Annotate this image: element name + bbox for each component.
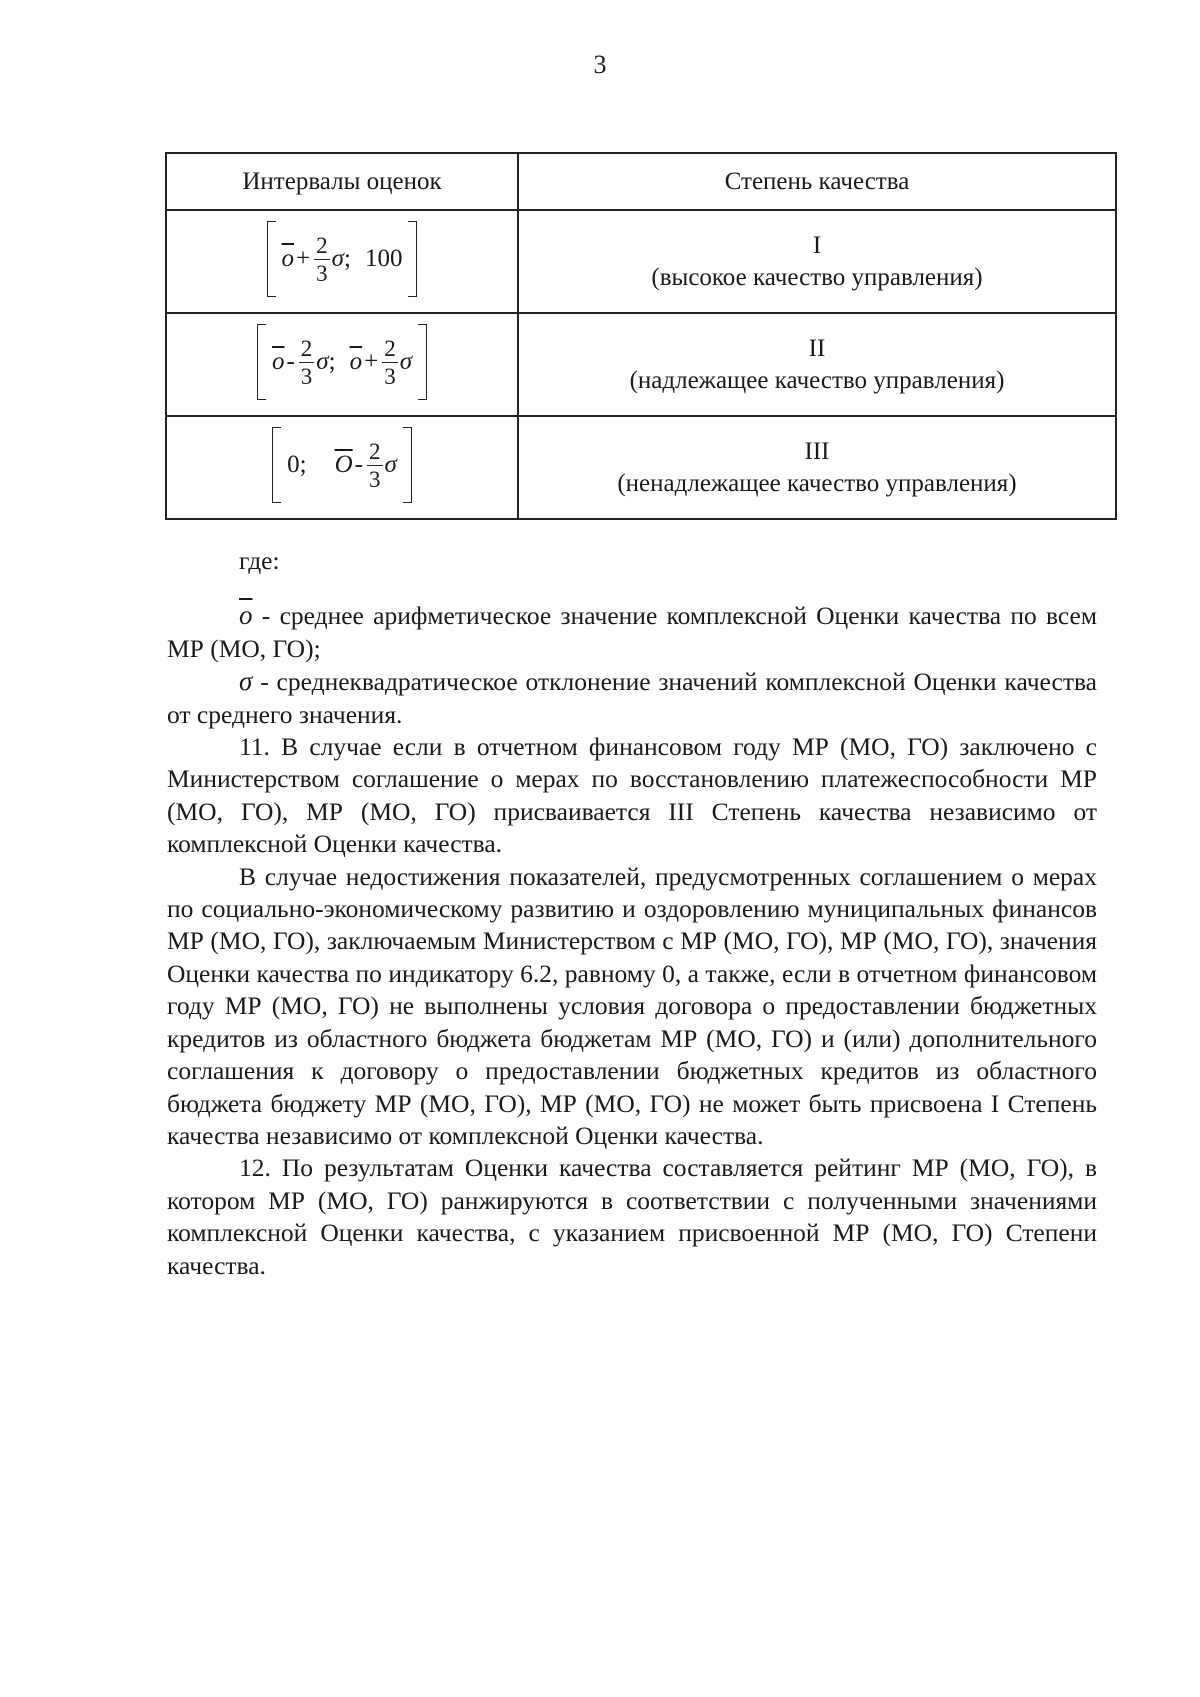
degree-cell — [518, 210, 1116, 313]
mean-symbol: $\overline{o}$ — [281, 245, 295, 272]
fraction-numerator: 2 — [316, 232, 328, 258]
mean-symbol: $\overline{O}$ — [334, 451, 353, 478]
interval-formula-adequate — [257, 324, 427, 400]
right-bracket — [403, 427, 412, 503]
definition-sigma — [167, 665, 1097, 731]
sigma-symbol: σ — [331, 245, 344, 272]
upper-bound: 100 — [364, 245, 403, 272]
left-bracket — [267, 221, 276, 297]
sigma-symbol: σ — [399, 348, 413, 375]
interval-cell — [166, 416, 518, 519]
page-number: 3 — [593, 50, 607, 79]
right-bracket — [408, 221, 417, 297]
interval-formula-high — [267, 221, 418, 297]
fraction — [314, 234, 330, 285]
fraction — [367, 440, 383, 491]
interval-cell — [166, 313, 518, 416]
header-degree: Степень качества — [518, 153, 1116, 210]
fraction-denominator: 3 — [369, 466, 381, 492]
table-row — [166, 313, 1116, 416]
document-body — [167, 545, 1097, 1282]
fraction-denominator: 3 — [300, 363, 313, 389]
table-row — [166, 416, 1116, 519]
fraction-numerator: 2 — [300, 335, 313, 361]
left-bracket — [272, 427, 281, 503]
sigma-symbol: σ — [316, 348, 329, 375]
paragraph-12: 12. По результатам Оценки качества составляется рейтинг МР (МО, ГО), в котором МР (МО, ГО) ранжируются в соответствии с полученными значениями комплексной Оценки качества, с указанием присвоенной МР (МО, ГО) Степени качества. — [167, 1153, 1097, 1280]
mean-symbol: $\overline{o}$ — [271, 348, 285, 375]
separator: ; — [299, 451, 307, 478]
degree-number: III — [804, 437, 830, 465]
minus-sign: - — [286, 348, 295, 375]
separator: ; — [328, 348, 336, 375]
degree-cell — [518, 313, 1116, 416]
interval-cell — [166, 210, 518, 313]
degree-description: (высокое качество управления) — [651, 263, 983, 291]
header-intervals: Интервалы оценок — [166, 153, 518, 210]
lower-bound: 0 — [287, 451, 300, 478]
fraction-denominator: 3 — [316, 260, 328, 286]
plus-sign: + — [296, 245, 311, 272]
mean-symbol: $\overline{o}$ — [239, 600, 253, 631]
table-header-row — [166, 153, 1116, 210]
separator: ; — [344, 245, 351, 272]
sigma-symbol: σ — [239, 666, 253, 697]
fraction — [382, 337, 398, 388]
fraction-denominator: 3 — [384, 363, 396, 389]
minus-sign: - — [354, 451, 363, 478]
right-bracket — [418, 324, 427, 400]
left-bracket — [257, 324, 266, 400]
degree-number: I — [812, 231, 822, 259]
definition-mean — [167, 599, 1097, 665]
paragraph-11: 11. В случае если в отчетном финансовом году МР (МО, ГО) заключено с Министерством соглашение о мерах по восстановлению платежеспособности МР (МО, ГО), МР (МО, ГО) присваивается III Степень качества независимо от комплексной Оценки качества. — [167, 732, 1097, 859]
fraction-numerator: 2 — [384, 335, 396, 361]
plus-sign: + — [364, 348, 379, 375]
sigma-symbol: σ — [384, 451, 397, 478]
mean-symbol: $\overline{o}$ — [349, 348, 363, 375]
degree-description: (ненадлежащее качество управления) — [617, 469, 1017, 497]
interval-formula-low — [272, 427, 412, 503]
fraction — [299, 337, 315, 388]
definition-sigma-text: - среднеквадратическое отклонение значений комплексной Оценки качества от среднего значения. — [167, 667, 1097, 729]
grades-table — [165, 152, 1117, 520]
degree-number: II — [808, 334, 826, 362]
degree-description: (надлежащее качество управления) — [629, 366, 1005, 394]
paragraph-11-continued: В случае недостижения показателей, предусмотренных соглашением о мерах по социально-экономическому развитию и оздоровлению муниципальных финансов МР (МО, ГО), заключаемым Министерством с МР (МО, ГО), МР (МО, ГО), значения Оценки качества по индикатору 6.2, равному 0, а также, если в отчетном финансовом году МР (МО, ГО) не выполнены условия договора о предоставлении бюджетных кредитов из областного бюджета бюджетам МР (МО, ГО) и (или) дополнительного соглашения к договору о предоставлении бюджетных кредитов из областного бюджета бюджету МР (МО, ГО), МР (МО, ГО) не может быть присвоена I Степень качества независимо от комплексной Оценки качества. — [167, 861, 1097, 1150]
table-row — [166, 210, 1116, 313]
definition-mean-text: - среднее арифметическое значение комплексной Оценки качества по всем МР (МО, ГО); — [167, 601, 1097, 663]
degree-cell — [518, 416, 1116, 519]
fraction-numerator: 2 — [369, 438, 381, 464]
where-label: где: — [239, 546, 280, 575]
